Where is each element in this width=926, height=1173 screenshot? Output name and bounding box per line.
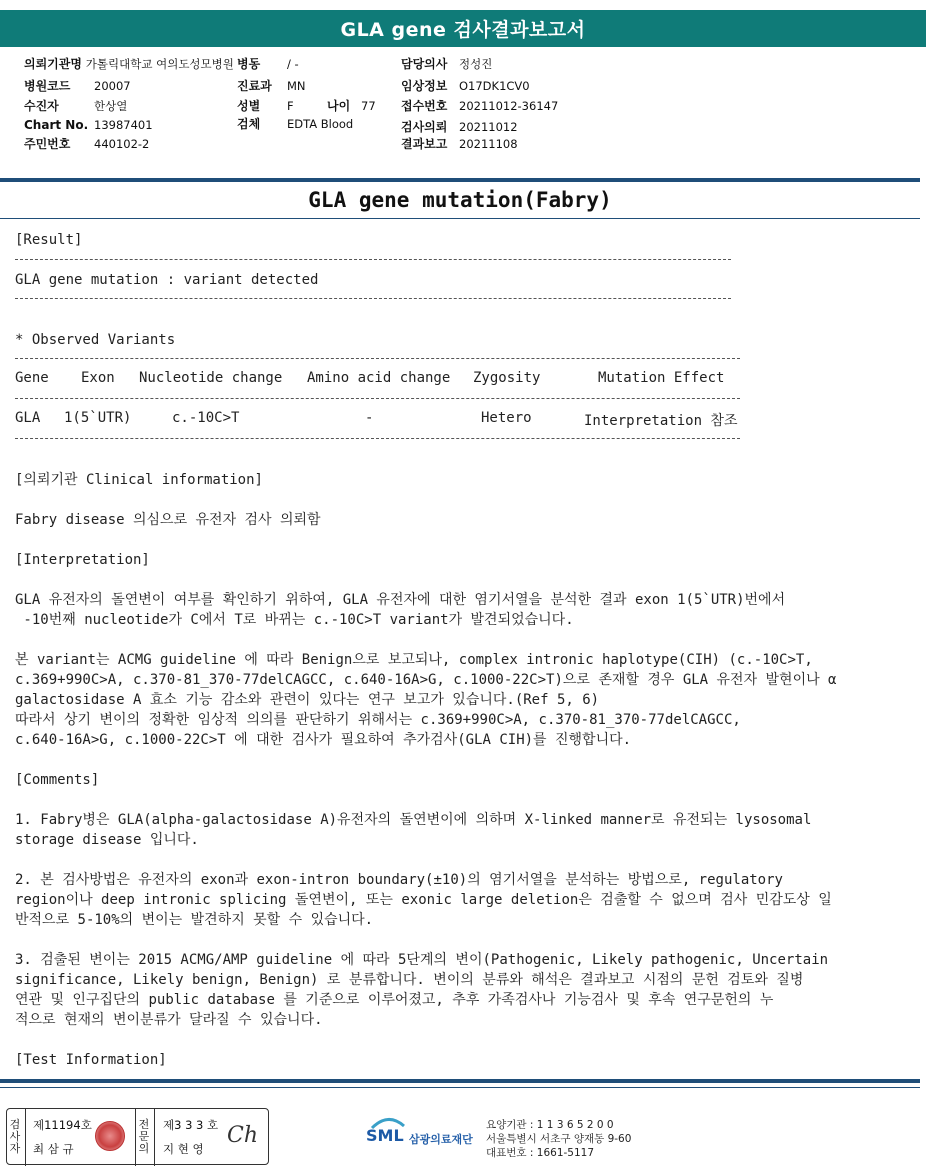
- chart-value: 13987401: [94, 118, 153, 132]
- ward-value: / -: [287, 57, 299, 71]
- bottom-rule-thin: [0, 1087, 920, 1088]
- receipt-value: 20211012-36147: [459, 99, 559, 113]
- interpretation-line: galactosidase A 효소 기능 감소와 관련이 있다는 연구 보고가 있습니다.(Ref 5, 6): [15, 692, 600, 708]
- sex-label: 성별: [237, 99, 261, 113]
- sex-value: F: [287, 99, 294, 113]
- table-top-rule: [15, 358, 740, 359]
- inspector-seal-icon: [95, 1121, 125, 1151]
- table-header-nucleotide: Nucleotide change: [139, 370, 283, 386]
- chart-row: [24, 118, 153, 132]
- top-rule: [0, 178, 920, 182]
- table-cell-zygosity: Hetero: [481, 410, 532, 426]
- hospital-code-value: 20007: [94, 79, 131, 93]
- table-cell-gene: GLA: [15, 410, 41, 426]
- clinical-text: Fabry disease 의심으로 유전자 검사 의뢰함: [15, 512, 321, 528]
- comment-line: 2. 본 검사방법은 유전자의 exon과 exon-intron boundary(±10)의 염기서열을 분석하는 방법으로, regulatory: [15, 872, 783, 888]
- age-label: 나이: [327, 99, 351, 113]
- clinical-heading: [의뢰기관 Clinical information]: [15, 472, 263, 488]
- inspector-label-text: 검사자: [9, 1118, 21, 1155]
- patient-value: 한상열: [94, 99, 128, 113]
- comment-line: significance, Likely benign, Benign) 로 분류합니다. 변이의 분류와 해석은 결과보고 시점의 문헌 검토와 질병: [15, 972, 804, 988]
- clinical-info-label: 임상정보: [401, 79, 448, 93]
- institution-row: [24, 55, 234, 72]
- observed-variants-heading: * Observed Variants: [15, 332, 176, 348]
- receipt-row: [401, 97, 558, 114]
- clinical-info-row: [401, 77, 530, 94]
- specimen-value: EDTA Blood: [287, 117, 354, 131]
- interpretation-heading: [Interpretation]: [15, 552, 150, 568]
- comments-heading: [Comments]: [15, 772, 100, 788]
- table-header-amino-acid: Amino acid change: [307, 370, 451, 386]
- comment-line: storage disease 입니다.: [15, 832, 199, 848]
- hospital-code-row: [24, 77, 131, 94]
- id-row: [24, 135, 149, 152]
- doctor-label: 담당의사: [401, 57, 448, 71]
- table-cell-exon: 1(5`UTR): [64, 410, 132, 426]
- age-value: 77: [361, 99, 376, 113]
- doctor-row: [401, 55, 492, 72]
- request-row: [401, 118, 518, 135]
- inspector-label: [9, 1119, 23, 1155]
- patient-label: 수진자: [24, 99, 59, 113]
- result-heading: [Result]: [15, 232, 83, 248]
- specimen-row: [237, 115, 353, 132]
- interpretation-line: 본 variant는 ACMG guideline 에 따라 Benign으로 보고되나, complex intronic haplotype(CIH) (c.-10C>T,: [15, 652, 813, 668]
- signature-box: [6, 1108, 269, 1165]
- signature-box-divider: [25, 1109, 26, 1166]
- comment-line: 1. Fabry병은 GLA(alpha-galactosidase A)유전자의 돌연변이에 의하며 X-linked manner로 유전되는 lysosomal: [15, 812, 812, 828]
- address: 서울특별시 서초구 양재동 9-60: [486, 1133, 632, 1145]
- table-cell-effect: Interpretation 참조: [584, 413, 738, 429]
- org-abbr: SML: [366, 1126, 404, 1145]
- table-header-rule: [15, 398, 740, 399]
- phone: 대표번호 : 1661-5117: [486, 1147, 595, 1159]
- table-cell-amino-acid: -: [365, 410, 374, 426]
- sex-age-row: [237, 97, 376, 114]
- table-header-zygosity: Zygosity: [473, 370, 541, 386]
- comment-line: 3. 검출된 변이는 2015 ACMG/AMP guideline 에 따라 5단계의 변이(Pathogenic, Likely pathogenic, Uncertain: [15, 952, 829, 968]
- inspector-license: 제11194호: [33, 1118, 92, 1132]
- patient-row: [24, 97, 127, 114]
- approver-signature: Ch: [227, 1123, 259, 1148]
- interpretation-line: c.369+990C>A, c.370-81_370-77delCAGCC, c.640-16A>G, c.1000-22C>T)으로 존재할 경우 GLA 유전자 발현이나 α: [15, 672, 837, 688]
- interpretation-line: -10번째 nucleotide가 C에서 T로 바뀌는 c.-10C>T variant가 발견되었습니다.: [15, 612, 574, 628]
- interpretation-line: GLA 유전자의 돌연변이 여부를 확인하기 위하여, GLA 유전자에 대한 염기서열을 분석한 결과 exon 1(5`UTR)번에서: [15, 592, 786, 608]
- comment-line: 연관 및 인구집단의 public database 를 기준으로 이루어졌고, 추후 가족검사나 기능검사 및 후속 연구문헌의 누: [15, 992, 774, 1008]
- dept-label: 진료과: [237, 79, 272, 93]
- signature-box-divider: [154, 1109, 155, 1166]
- comment-line: region이나 deep intronic splicing 돌연변이, 또는 exonic large deletion은 검출할 수 없으며 검사 민감도상 일: [15, 892, 832, 908]
- interpretation-line: c.640-16A>G, c.1000-22C>T 에 대한 검사가 필요하여 추가검사(GLA CIH)를 진행합니다.: [15, 732, 632, 748]
- result-divider-top: [15, 259, 731, 260]
- report-date-value: 20211108: [459, 137, 518, 151]
- result-divider-bottom: [15, 298, 731, 299]
- request-label: 검사의뢰: [401, 120, 448, 134]
- comment-line: 반적으로 5-10%의 변이는 발견하지 못할 수 있습니다.: [15, 912, 374, 928]
- id-label: 주민번호: [24, 137, 71, 151]
- request-value: 20211012: [459, 120, 518, 134]
- ward-row: [237, 55, 299, 72]
- receipt-label: 접수번호: [401, 99, 448, 113]
- title-underline: [0, 218, 920, 219]
- report-header-title: GLA gene 검사결과보고서: [0, 10, 926, 47]
- report-date-label: 결과보고: [401, 137, 448, 151]
- table-cell-nucleotide: c.-10C>T: [172, 410, 240, 426]
- dept-row: [237, 77, 306, 94]
- report-date-row: [401, 135, 518, 152]
- approver-name: 지 현 영: [163, 1142, 204, 1156]
- test-information-heading: [Test Information]: [15, 1052, 167, 1068]
- approver-label: [138, 1119, 152, 1155]
- institution-value: 가톨릭대학교 여의도성모병원: [85, 57, 234, 71]
- approver-label-text: 전문의: [138, 1118, 150, 1155]
- table-bottom-rule: [15, 438, 740, 439]
- hospital-code-label: 병원코드: [24, 79, 71, 93]
- report-title: GLA gene mutation(Fabry): [308, 188, 612, 212]
- nursing-code: 요양기관 : 1 1 3 6 5 2 0 0: [486, 1119, 614, 1131]
- interpretation-line: 따라서 상기 변이의 정확한 임상적 의의를 판단하기 위해서는 c.369+990C>A, c.370-81_370-77delCAGCC,: [15, 712, 741, 728]
- id-value: 440102-2: [94, 137, 150, 151]
- dept-value: MN: [287, 79, 306, 93]
- ward-label: 병동: [237, 57, 261, 71]
- table-header-exon: Exon: [81, 370, 115, 386]
- clinical-info-value: O17DK1CV0: [459, 79, 530, 93]
- approver-license: 제3 3 3 호: [163, 1118, 219, 1132]
- signature-box-divider: [135, 1109, 136, 1166]
- bottom-rule: [0, 1079, 920, 1083]
- inspector-name: 최 삼 규: [33, 1142, 74, 1156]
- org-name: 삼광의료재단: [409, 1133, 473, 1146]
- chart-label: Chart No.: [24, 118, 89, 132]
- table-header-gene: Gene: [15, 370, 49, 386]
- specimen-label: 검체: [237, 117, 261, 131]
- doctor-value: 정성진: [459, 57, 493, 71]
- comment-line: 적으로 현재의 변이분류가 달라질 수 있습니다.: [15, 1012, 323, 1028]
- table-header-effect: Mutation Effect: [598, 370, 725, 386]
- institution-label: 의뢰기관명: [24, 57, 82, 71]
- result-line: GLA gene mutation : variant detected: [15, 272, 319, 288]
